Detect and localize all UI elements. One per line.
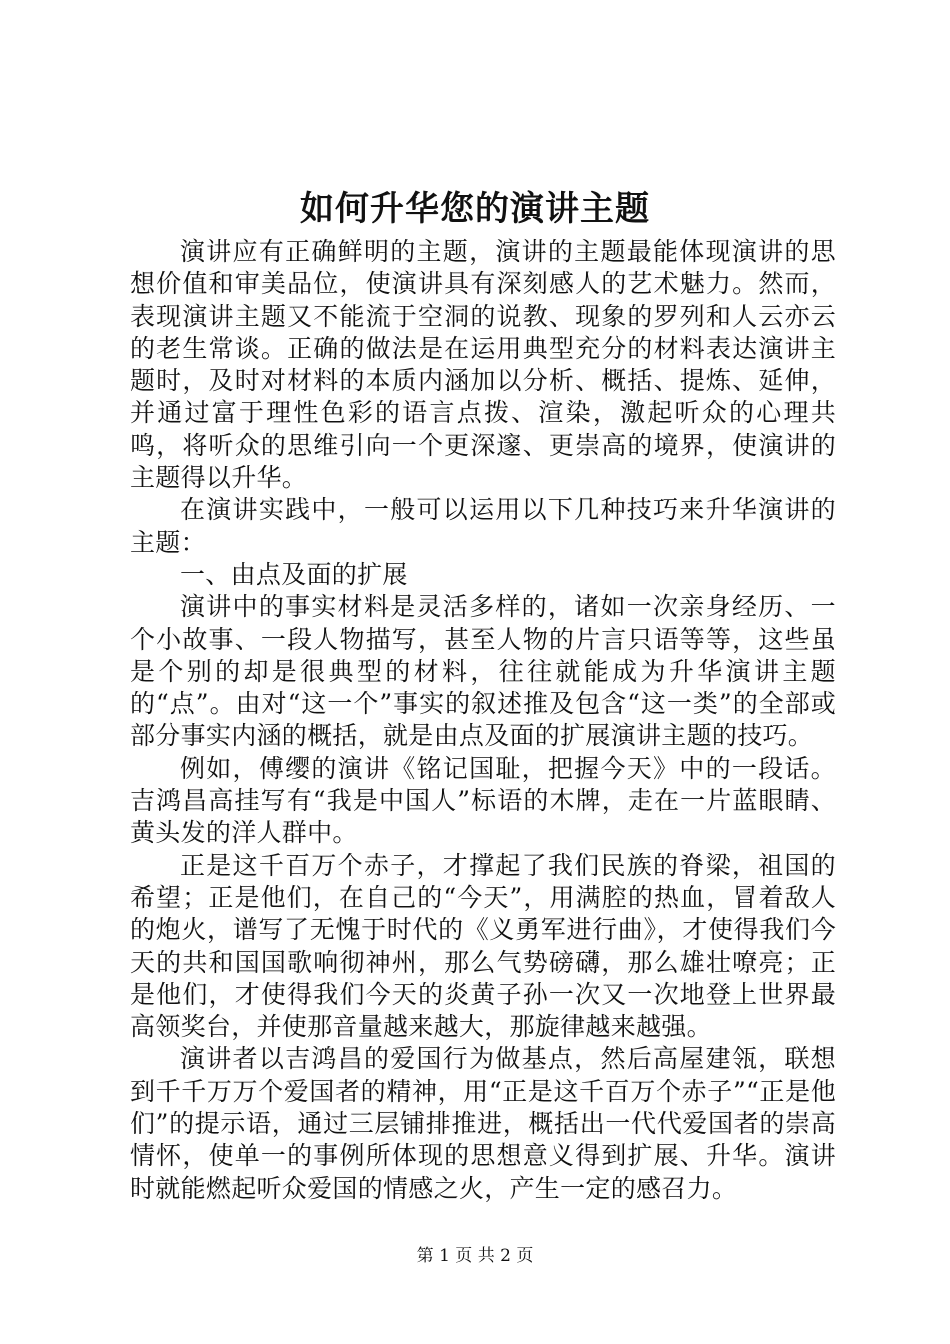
paragraph-example-intro: 例如，傅缨的演讲《铭记国耻，把握今天》中的一段话。吉鸿昌高挂写有“我是中国人”标语的木牌，走在一片蓝眼睛、黄头发的洋人群中。 xyxy=(130,753,836,848)
paragraph-intro: 演讲应有正确鲜明的主题，演讲的主题最能体现演讲的思想价值和审美品位，使演讲具有深刻感人的艺术魅力。然而，表现演讲主题又不能流于空洞的说教、现象的罗列和人云亦云的老生常谈。正确的做法是在运用典型充分的材料表达演讲主题时，及时对材料的本质内涵加以分析、概括、提炼、延伸，并通过富于理性色彩的语言点拨、渲染，激起听众的心理共鸣，将听众的思维引向一个更深邃、更崇高的境界，使演讲的主题得以升华。 xyxy=(130,237,836,493)
paragraph-example-quote: 正是这千百万个赤子，才撑起了我们民族的脊梁，祖国的希望；正是他们，在自己的“今天”，用满腔的热血，冒着敌人的炮火，谱写了无愧于时代的《义勇军进行曲》，才使得我们今天的共和国国歌响彻神州，那么气势磅礴，那么雄壮嘹亮；正是他们，才使得我们今天的炎黄子孙一次又一次地登上世界最高领奖台，并使那音量越来越大，那旋律越来越强。 xyxy=(130,850,836,1042)
document-body xyxy=(130,236,836,1205)
paragraph-fact-materials: 演讲中的事实材料是灵活多样的，诸如一次亲身经历、一个小故事、一段人物描写，甚至人物的片言只语等等，这些虽是个别的却是很典型的材料，往往就能成为升华演讲主题的“点”。由对“这一个”事实的叙述推及包含“这一类”的全部或部分事实内涵的概括，就是由点及面的扩展演讲主题的技巧。 xyxy=(130,592,836,751)
paragraph-example-analysis: 演讲者以吉鸿昌的爱国行为做基点，然后高屋建瓴，联想到千千万万个爱国者的精神，用“正是这千百万个赤子”“正是他们”的提示语，通过三层铺排推进，概括出一代代爱国者的崇高情怀，使单一的事例所体现的思想意义得到扩展、升华。演讲时就能燃起听众爱国的情感之火，产生一定的感召力。 xyxy=(130,1044,836,1203)
page-number-footer: 第 1 页 共 2 页 xyxy=(416,1246,534,1266)
document-title: 如何升华您的演讲主题 xyxy=(300,189,650,229)
paragraph-techniques-lead: 在演讲实践中，一般可以运用以下几种技巧来升华演讲的主题： xyxy=(130,495,836,557)
section-heading-point-to-plane: 一、由点及面的扩展 xyxy=(180,559,408,589)
